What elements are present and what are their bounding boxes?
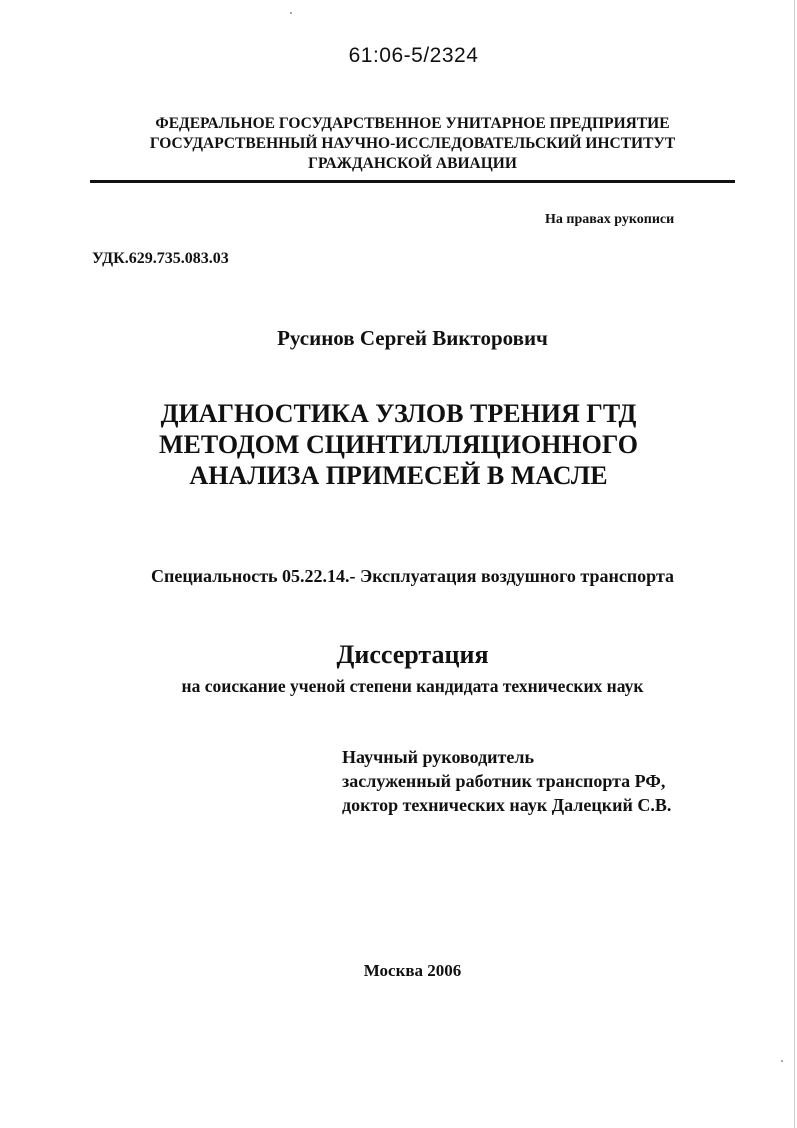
- organization-block: [90, 114, 735, 174]
- header-divider: [90, 180, 735, 183]
- organization-line: ФЕДЕРАЛЬНОЕ ГОСУДАРСТВЕННОЕ УНИТАРНОЕ ПРЕДПРИЯТИЕ: [155, 115, 670, 132]
- scan-speck: [290, 12, 292, 14]
- manuscript-rights-note: На правах рукописи: [545, 212, 675, 227]
- supervisor-line: доктор технических наук Далецкий С.В.: [342, 795, 672, 815]
- city-year: Москва 2006: [363, 961, 462, 980]
- scan-edge: [794, 0, 795, 1128]
- title-line: ДИАГНОСТИКА УЗЛОВ ТРЕНИЯ ГТД: [160, 399, 637, 428]
- title-line: МЕТОДОМ СЦИНТИЛЛЯЦИОННОГО: [159, 430, 638, 459]
- udc-code: УДК.629.735.083.03: [92, 250, 229, 267]
- author-name: Русинов Сергей Викторович: [277, 326, 548, 350]
- supervisor-line: заслуженный работник транспорта РФ,: [342, 771, 666, 791]
- organization-line: ГРАЖДАНСКОЙ АВИАЦИИ: [308, 155, 517, 172]
- scan-speck: [781, 1060, 783, 1062]
- supervisor-block: [342, 745, 671, 817]
- archive-code: 61:06-5/2324: [348, 44, 479, 67]
- supervisor-line: Научный руководитель: [342, 747, 534, 767]
- organization-line: ГОСУДАРСТВЕННЫЙ НАУЧНО-ИССЛЕДОВАТЕЛЬСКИЙ ИНСТИТУТ: [149, 135, 676, 152]
- dissertation-title: [60, 398, 737, 491]
- degree-line: на соискание ученой степени кандидата технических наук: [181, 676, 644, 696]
- title-line: АНАЛИЗА ПРИМЕСЕЙ В МАСЛЕ: [189, 461, 608, 490]
- specialty-line: Специальность 05.22.14.- Эксплуатация воздушного транспорта: [150, 566, 675, 586]
- document-type-heading: Диссертация: [336, 640, 489, 669]
